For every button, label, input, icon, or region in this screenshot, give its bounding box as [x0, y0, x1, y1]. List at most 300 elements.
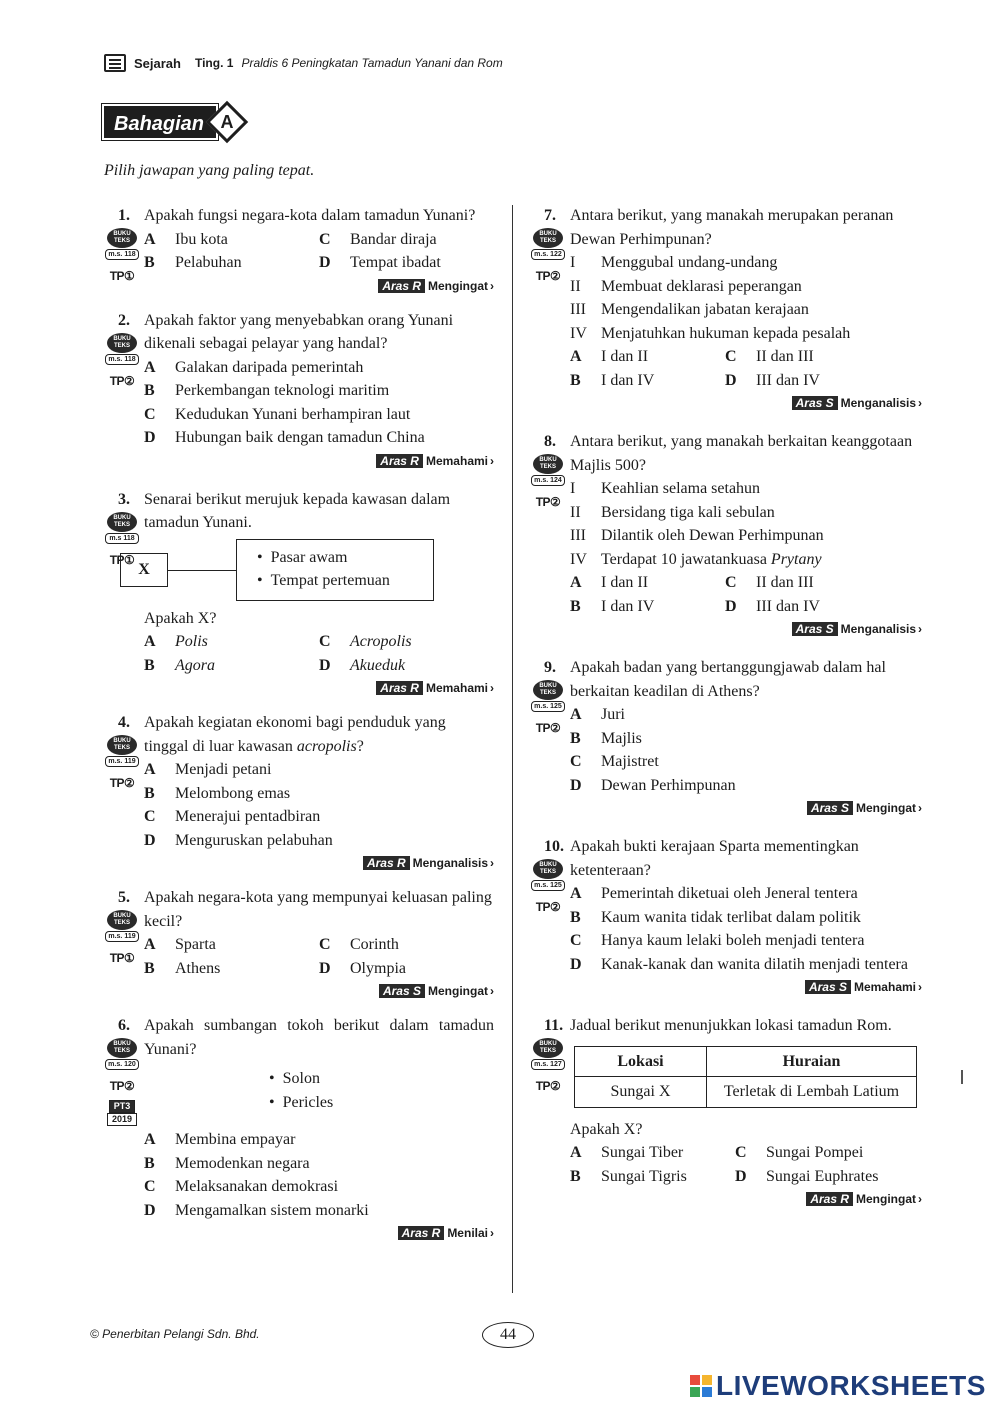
question-text-italic: acropolis	[296, 737, 357, 755]
option-text: Sungai Tiber	[601, 1144, 684, 1161]
table-header: Lokasi	[575, 1046, 707, 1077]
question-text: Apakah sumbangan tokoh berikut dalam tamadun Yunani?	[144, 1017, 494, 1058]
subject: Sejarah	[134, 55, 181, 71]
aras-label: Aras R Mengingat ›	[570, 1190, 922, 1208]
question-8	[530, 430, 922, 638]
option-c[interactable]	[570, 929, 922, 953]
question-number: 10.	[544, 838, 564, 855]
roman-numeral: II	[570, 277, 581, 295]
statement-i	[570, 251, 922, 275]
aras-label: Aras R Menganalisis ›	[144, 854, 494, 872]
question-text: Senarai berikut merujuk kepada kawasan dalam tamadun Yunani.	[144, 490, 451, 531]
option-letter: A	[144, 358, 156, 376]
question-tags	[104, 910, 140, 971]
option-c[interactable]	[144, 1175, 494, 1199]
page-ref: m.s. 127	[531, 1059, 565, 1070]
option-a[interactable]	[144, 1128, 494, 1152]
option-text: III dan IV	[756, 371, 820, 389]
option-a[interactable]	[570, 345, 725, 369]
bullet-text: Pericles	[282, 1093, 334, 1111]
page-ref: m.s. 119	[105, 756, 139, 767]
skill-level: Mengingat	[856, 801, 916, 815]
option-text: Sparta	[175, 936, 216, 953]
roman-numeral: II	[570, 503, 581, 521]
page-ref: m.s. 125	[531, 701, 565, 712]
year-badge: 2019	[107, 1113, 137, 1126]
question-text: Apakah negara-kota yang mempunyai keluasan paling kecil?	[144, 889, 492, 930]
option-letter: D	[319, 254, 331, 271]
buku-teks-icon: BUKU TEKS	[533, 1038, 563, 1058]
chapter-title: Praldis 6 Peningkatan Tamadun Yanani dan Rom	[241, 56, 503, 70]
bullet-text: Pasar awam	[270, 548, 348, 566]
question-prompt: Apakah X?	[570, 1120, 643, 1138]
statement-text: Keahlian selama setahun	[601, 480, 761, 497]
option-letter: D	[144, 429, 156, 446]
page-ref: m.s. 125	[531, 880, 565, 891]
section-title: Bahagian	[104, 106, 216, 138]
page-header	[104, 54, 503, 72]
option-b[interactable]	[570, 727, 922, 751]
buku-teks-icon: BUKU TEKS	[533, 859, 563, 879]
option-text: Melombong emas	[175, 784, 291, 802]
liveworksheets-logo-icon	[690, 1375, 712, 1397]
option-text: Menguruskan pelabuhan	[175, 831, 333, 849]
aras-badge: Aras S	[792, 396, 838, 410]
option-a[interactable]	[570, 882, 922, 906]
option-c[interactable]	[319, 630, 494, 654]
question-text: Apakah faktor yang menyebabkan orang Yunani dikenali sebagai pelayar yang handal?	[144, 311, 454, 352]
option-text: Athens	[175, 959, 221, 977]
left-column	[104, 204, 494, 1242]
options	[144, 933, 494, 980]
option-b[interactable]	[144, 782, 494, 806]
option-a[interactable]	[144, 630, 319, 654]
option-letter: A	[144, 936, 156, 953]
question-tags	[530, 228, 566, 289]
option-letter: A	[570, 348, 582, 365]
question-number: 2.	[118, 311, 130, 329]
question-1	[104, 204, 494, 295]
buku-teks-icon: BUKU TEKS	[107, 910, 137, 930]
skill-level: Mengingat	[856, 1192, 916, 1206]
option-letter: A	[144, 1131, 156, 1148]
option-b[interactable]	[144, 379, 494, 403]
option-text: Kaum wanita tidak terlibat dalam politik	[601, 908, 861, 926]
option-a[interactable]	[144, 758, 494, 782]
statement-iii	[570, 524, 922, 548]
option-text: III dan IV	[756, 597, 820, 615]
form-level: Ting. 1	[194, 56, 234, 70]
option-text: Ibu kota	[175, 230, 228, 248]
option-letter: D	[725, 597, 737, 615]
question-7	[530, 204, 922, 412]
tp-level: TP②	[535, 1079, 561, 1093]
option-text: Melaksanakan demokrasi	[175, 1178, 339, 1195]
option-d[interactable]	[570, 953, 922, 977]
option-text: Galakan daripada pemerintah	[175, 358, 364, 376]
option-text: Polis	[175, 633, 208, 650]
description-box	[236, 539, 434, 601]
page-number: 44	[482, 1322, 534, 1348]
option-letter: D	[319, 959, 331, 977]
option-b[interactable]	[144, 251, 319, 275]
table-row	[575, 1077, 917, 1108]
buku-teks-icon: BUKU TEKS	[107, 735, 137, 755]
page-ref: m.s. 118	[105, 249, 139, 260]
option-text: Sungai Euphrates	[766, 1167, 879, 1185]
question-number: 4.	[118, 714, 130, 731]
roman-numeral: III	[570, 527, 586, 544]
option-letter: D	[319, 656, 331, 674]
option-text: Menerajui pentadbiran	[175, 808, 321, 825]
option-b[interactable]	[144, 654, 319, 678]
option-text: Hubungan baik dengan tamadun China	[175, 429, 425, 446]
question-prompt: Apakah X?	[144, 609, 217, 627]
buku-teks-icon: BUKU TEKS	[533, 680, 563, 700]
option-text: Bandar diraja	[350, 230, 437, 248]
option-text: Majistret	[601, 753, 659, 770]
option-letter: B	[144, 382, 155, 399]
question-4	[104, 711, 494, 872]
option-b[interactable]	[570, 595, 725, 619]
option-b[interactable]	[570, 1165, 735, 1189]
bullet-item: • Tempat pertemuan	[257, 569, 433, 593]
option-b[interactable]	[144, 1152, 494, 1176]
question-tags	[104, 1038, 140, 1126]
question-tags	[530, 1038, 566, 1099]
option-d[interactable]	[725, 369, 880, 393]
tp-level: TP①	[109, 269, 135, 283]
skill-level: Memahami	[425, 681, 488, 695]
table-header: Huraian	[707, 1046, 917, 1077]
question-text: Apakah bukti kerajaan Sparta mementingkan ketenteraan?	[570, 838, 859, 879]
option-letter: C	[319, 936, 331, 953]
option-letter: C	[570, 932, 582, 949]
bullet-item: • Pericles	[269, 1091, 494, 1115]
aras-badge: Aras R	[398, 1226, 445, 1240]
option-letter: B	[144, 959, 155, 977]
aras-label: Aras S Menganalisis ›	[570, 620, 922, 638]
roman-numeral: I	[570, 254, 576, 271]
skill-level: Memahami	[853, 980, 916, 994]
question-text: Antara berikut, yang manakah merupakan peranan Dewan Perhimpunan?	[570, 207, 894, 248]
section-banner	[104, 106, 242, 138]
option-letter: D	[725, 371, 737, 389]
skill-level: Mengingat	[428, 278, 488, 293]
options	[144, 630, 494, 677]
pt3-badge: PT3	[109, 1100, 136, 1113]
statement-iv	[570, 548, 922, 572]
figure-list	[269, 1067, 494, 1114]
option-text: Tempat ibadat	[350, 254, 441, 271]
option-b[interactable]	[144, 957, 319, 981]
tp-level: TP②	[109, 1079, 135, 1093]
option-text: II dan III	[756, 348, 814, 365]
statement-ii	[570, 275, 922, 299]
question-3	[104, 488, 494, 698]
option-c[interactable]	[735, 1141, 900, 1165]
option-letter: C	[144, 808, 156, 825]
margin-mark	[961, 1070, 963, 1084]
watermark	[690, 1370, 986, 1402]
aras-badge: Aras S	[379, 984, 425, 998]
option-text: I dan IV	[601, 597, 655, 615]
option-d[interactable]	[735, 1165, 900, 1189]
option-text: Kanak-kanak dan wanita dilatih menjadi tentera	[601, 955, 908, 973]
question-number: 6.	[118, 1017, 130, 1034]
question-number: 7.	[544, 207, 556, 224]
buku-teks-icon: BUKU TEKS	[107, 228, 137, 248]
tp-level: TP②	[109, 776, 135, 790]
option-letter: A	[570, 885, 582, 902]
roman-numeral: III	[570, 301, 586, 318]
question-text: Apakah fungsi negara-kota dalam tamadun Yunani?	[144, 207, 476, 224]
option-d[interactable]	[144, 426, 494, 450]
page-ref: m.s. 119	[105, 931, 139, 942]
options	[570, 571, 880, 618]
option-a[interactable]	[570, 1141, 735, 1165]
option-d[interactable]	[144, 829, 494, 853]
option-d[interactable]	[144, 1199, 494, 1223]
question-tags	[530, 680, 566, 741]
aras-label: Aras S Memahami ›	[570, 978, 922, 996]
question-11	[530, 1014, 922, 1208]
option-letter: B	[144, 1154, 155, 1172]
option-text: Acropolis	[350, 633, 412, 650]
bullet-text: Tempat pertemuan	[270, 572, 390, 589]
question-10	[530, 835, 922, 996]
tp-level: TP②	[535, 269, 561, 283]
question-tags	[530, 859, 566, 920]
option-letter: C	[735, 1144, 747, 1161]
option-d[interactable]	[319, 654, 494, 678]
option-text: Menjadi petani	[175, 761, 272, 778]
option-letter: A	[144, 761, 156, 778]
options	[144, 228, 494, 275]
buku-teks-icon: BUKU TEKS	[107, 512, 137, 532]
page-ref: m.s. 118	[105, 354, 139, 365]
roman-numeral: I	[570, 480, 576, 497]
buku-teks-icon: BUKU TEKS	[533, 228, 563, 248]
column-divider	[512, 205, 513, 1293]
question-text-part: ?	[356, 737, 364, 755]
statement-text: Menjatuhkan hukuman kepada pesalah	[601, 324, 851, 342]
tp-level: TP②	[535, 900, 561, 914]
option-a[interactable]	[144, 228, 319, 252]
aras-label: Aras S Mengingat ›	[570, 799, 922, 817]
option-c[interactable]	[570, 750, 922, 774]
question-6	[104, 1014, 494, 1242]
instruction: Pilih jawapan yang paling tepat.	[104, 162, 315, 179]
question-number: 9.	[544, 659, 556, 676]
statement-text: Bersidang tiga kali sebulan	[601, 503, 775, 521]
option-letter: C	[725, 348, 737, 365]
watermark-text: LIVEWORKSHEETS	[716, 1370, 986, 1401]
option-letter: B	[570, 1167, 581, 1185]
option-b[interactable]	[570, 906, 922, 930]
tp-level: TP②	[109, 373, 135, 388]
option-c[interactable]	[319, 228, 494, 252]
right-column	[530, 204, 922, 1208]
option-letter: B	[144, 784, 155, 802]
skill-level: Menganalisis	[840, 622, 916, 636]
option-letter: C	[319, 230, 331, 248]
option-letter: C	[319, 633, 331, 650]
location-table	[574, 1046, 917, 1108]
question-number: 3.	[118, 490, 130, 508]
connector-line	[168, 570, 236, 572]
option-text: Membina empayar	[175, 1131, 296, 1148]
aras-label: Aras R Memahami ›	[144, 679, 494, 697]
option-text: Mengamalkan sistem monarki	[175, 1201, 369, 1219]
skill-level: Mengingat	[428, 984, 488, 998]
aras-badge: Aras S	[807, 801, 853, 815]
options	[570, 1141, 900, 1188]
aras-label: Aras S Mengingat ›	[144, 982, 494, 1000]
option-d[interactable]	[319, 957, 494, 981]
skill-level: Menganalisis	[840, 396, 916, 410]
aras-badge: Aras R	[376, 454, 423, 468]
aras-badge: Aras R	[363, 856, 410, 870]
option-text: Hanya kaum lelaki boleh menjadi tentera	[601, 932, 865, 949]
x-box: X	[120, 553, 168, 587]
tp-level: TP①	[109, 552, 135, 567]
option-letter: B	[570, 908, 581, 926]
skill-level: Menganalisis	[412, 856, 488, 870]
aras-badge: Aras S	[805, 980, 851, 994]
option-c[interactable]	[319, 933, 494, 957]
statement-text	[601, 548, 822, 572]
question-number: 8.	[544, 433, 556, 450]
option-a[interactable]	[570, 571, 725, 595]
bullet-item: • Solon	[269, 1067, 494, 1091]
option-text: Sungai Tigris	[601, 1167, 687, 1185]
page-ref: m.s 118	[105, 533, 139, 544]
option-letter: D	[144, 1201, 156, 1219]
aras-label: Aras S Menganalisis ›	[570, 394, 922, 412]
option-letter: A	[570, 706, 582, 723]
statement-ii	[570, 501, 922, 525]
buku-teks-icon: BUKU TEKS	[533, 454, 563, 474]
option-c[interactable]	[725, 345, 880, 369]
option-text: Memodenkan negara	[175, 1154, 310, 1172]
option-letter: A	[144, 230, 156, 248]
option-text: I dan II	[601, 574, 649, 591]
option-letter: C	[725, 574, 737, 591]
question-text: Jadual berikut menunjukkan lokasi tamadun Rom.	[570, 1017, 892, 1034]
aras-badge: Aras R	[378, 279, 425, 293]
page-ref: m.s. 124	[531, 475, 565, 486]
option-a[interactable]	[144, 356, 494, 380]
roman-numeral: IV	[570, 550, 587, 568]
option-c[interactable]	[725, 571, 880, 595]
aras-label: Aras R Menilai ›	[144, 1224, 494, 1242]
option-d[interactable]	[725, 595, 880, 619]
bullet-item: • Pasar awam	[257, 546, 433, 570]
option-text: Olympia	[350, 959, 406, 977]
question-number: 1.	[118, 207, 130, 224]
table-cell: Terletak di Lembah Latium	[707, 1077, 917, 1108]
option-a[interactable]	[144, 933, 319, 957]
option-text: Kedudukan Yunani berhampiran laut	[175, 405, 411, 423]
question-tags	[104, 228, 140, 289]
statement-i	[570, 477, 922, 501]
statement-iii	[570, 298, 922, 322]
buku-teks-icon: BUKU TEKS	[107, 1038, 137, 1058]
option-c[interactable]	[144, 805, 494, 829]
question-tags	[104, 735, 140, 796]
option-letter: B	[144, 254, 155, 271]
question-tags	[530, 454, 566, 515]
book-icon	[104, 54, 126, 72]
statement-text-part: Terdapat 10 jawatankuasa	[601, 550, 771, 568]
question-text	[144, 711, 494, 758]
table-cell: Sungai X	[575, 1077, 707, 1108]
question-number: 5.	[118, 889, 130, 906]
option-b[interactable]	[570, 369, 725, 393]
aras-badge: Aras R	[806, 1192, 853, 1206]
question-9	[530, 656, 922, 817]
bullet-text: Solon	[282, 1070, 320, 1087]
option-letter: A	[144, 633, 156, 650]
page-ref: m.s. 122	[531, 249, 565, 260]
skill-level: Memahami	[425, 453, 488, 468]
option-text: Corinth	[350, 936, 399, 953]
option-text: II dan III	[756, 574, 814, 591]
question-number: 11.	[544, 1017, 564, 1034]
statement-text: Menggubal undang-undang	[601, 254, 778, 271]
option-text: I dan II	[601, 348, 649, 365]
option-text: I dan IV	[601, 371, 655, 389]
option-d[interactable]	[319, 251, 494, 275]
option-text: Juri	[601, 706, 625, 723]
option-text: Sungai Pompei	[766, 1144, 864, 1161]
option-d[interactable]	[570, 774, 922, 798]
tp-level: TP①	[109, 951, 135, 965]
aras-badge: Aras R	[376, 681, 423, 695]
question-text-part: Apakah kegiatan ekonomi bagi penduduk yang tinggal di luar kawasan	[144, 714, 446, 755]
publisher-footer: © Penerbitan Pelangi Sdn. Bhd.	[90, 1327, 260, 1341]
statement-text: Dilantik oleh Dewan Perhimpunan	[601, 527, 824, 544]
statement-iv	[570, 322, 922, 346]
option-letter: C	[144, 405, 156, 423]
option-letter: B	[570, 597, 581, 615]
option-letter: A	[570, 574, 582, 591]
aras-badge: Aras S	[792, 622, 838, 636]
aras-label: Aras R Mengingat ›	[144, 277, 494, 295]
option-text: Perkembangan teknologi maritim	[175, 382, 390, 399]
question-text: Antara berikut, yang manakah berkaitan keanggotaan Majlis 500?	[570, 433, 913, 474]
option-letter: A	[570, 1144, 582, 1161]
option-a[interactable]	[570, 703, 922, 727]
option-text: Agora	[175, 656, 215, 674]
statement-text: Mengendalikan jabatan kerajaan	[601, 301, 809, 318]
section-letter: A	[220, 111, 234, 132]
option-letter: C	[570, 753, 582, 770]
option-letter: D	[144, 831, 156, 849]
option-c[interactable]	[144, 403, 494, 427]
option-letter: B	[144, 656, 155, 674]
option-letter: D	[570, 776, 582, 794]
page-ref: m.s. 120	[105, 1059, 139, 1070]
tp-level: TP②	[535, 495, 561, 509]
question-5	[104, 886, 494, 1000]
question-tags	[104, 333, 140, 394]
area-diagram	[104, 539, 494, 605]
skill-level: Menilai	[447, 1226, 488, 1240]
option-text: Majlis	[601, 729, 642, 747]
roman-numeral: IV	[570, 324, 587, 342]
